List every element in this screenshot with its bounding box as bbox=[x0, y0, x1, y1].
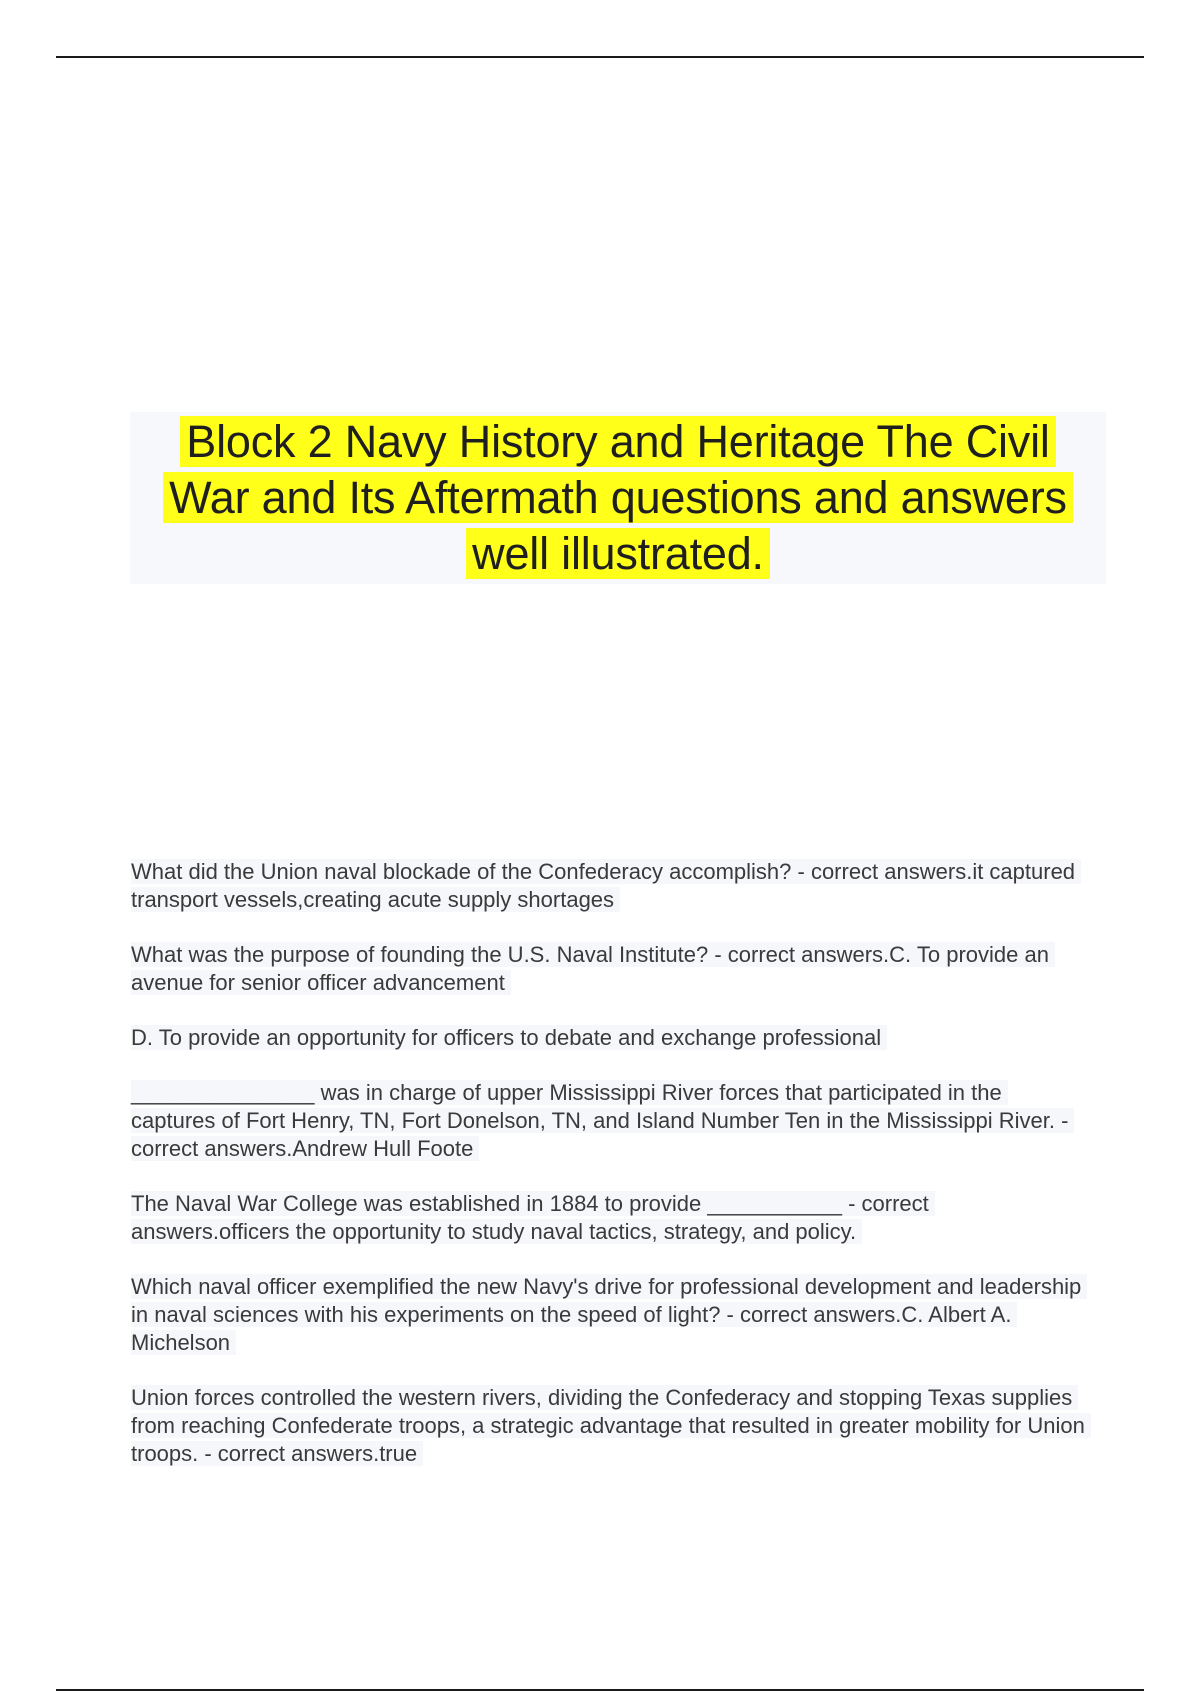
qa-entry-text: Which naval officer exemplified the new Navy's drive for professional development and leadership in naval sciences with his experiments on the speed of light? - correct answers.C. Albert A. Michelson bbox=[131, 1274, 1087, 1355]
qa-entry bbox=[131, 1384, 1091, 1468]
document-title bbox=[148, 414, 1088, 582]
qa-entry bbox=[131, 1024, 1091, 1052]
qa-entry-text: _______________ was in charge of upper Mississippi River forces that participated in the captures of Fort Henry, TN, Fort Donelson, TN, and Island Number Ten in the Mississippi River. - correct answers.Andrew Hull Foote bbox=[131, 1080, 1074, 1161]
qa-entry bbox=[131, 941, 1091, 997]
bottom-rule bbox=[56, 1689, 1144, 1691]
qa-entry bbox=[131, 1273, 1091, 1357]
qa-entry-text: What was the purpose of founding the U.S. Naval Institute? - correct answers.C. To provide an avenue for senior officer advancement bbox=[131, 942, 1055, 995]
top-rule bbox=[56, 56, 1144, 58]
qa-entry bbox=[131, 858, 1091, 914]
qa-entry bbox=[131, 1079, 1091, 1163]
qa-list bbox=[131, 858, 1091, 1495]
qa-entry-text: What did the Union naval blockade of the Confederacy accomplish? - correct answers.it captured transport vessels,creating acute supply shortages bbox=[131, 859, 1081, 912]
qa-entry bbox=[131, 1190, 1091, 1246]
title-highlight: Block 2 Navy History and Heritage The Civil War and Its Aftermath questions and answers well illustrated. bbox=[163, 416, 1073, 579]
qa-entry-text: Union forces controlled the western rivers, dividing the Confederacy and stopping Texas supplies from reaching Confederate troops, a strategic advantage that resulted in greater mobility for Union troops. - correct answers.true bbox=[131, 1385, 1091, 1466]
title-block bbox=[130, 412, 1106, 584]
qa-entry-text: D. To provide an opportunity for officers to debate and exchange professional bbox=[131, 1025, 887, 1050]
qa-entry-text: The Naval War College was established in 1884 to provide ___________ - correct answers.officers the opportunity to study naval tactics, strategy, and policy. bbox=[131, 1191, 935, 1244]
